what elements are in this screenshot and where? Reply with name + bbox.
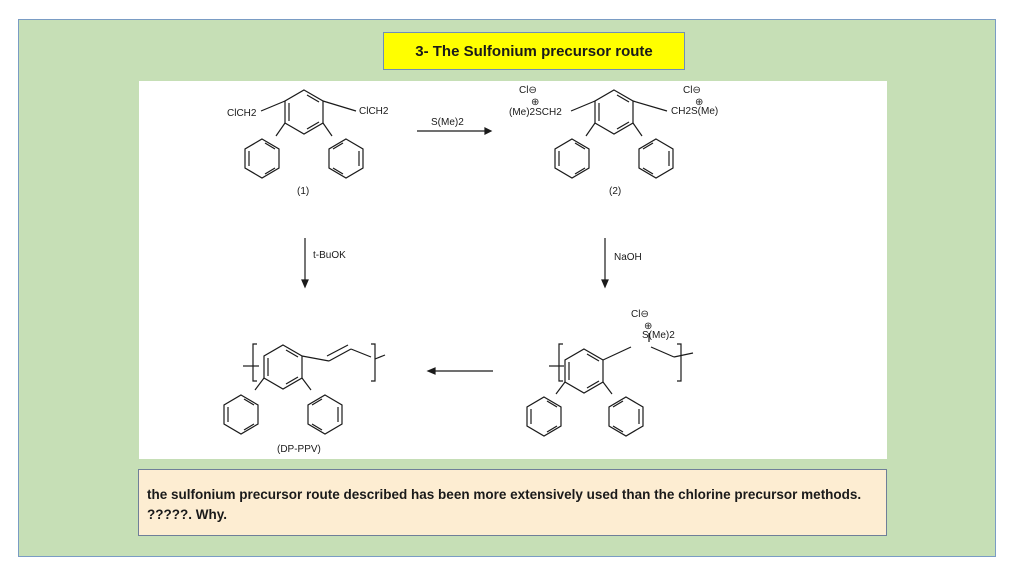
precursor-polymer-structure: [527, 333, 693, 436]
compound-1-structure: [245, 90, 363, 178]
compound-1-right-group: ClCH2: [359, 106, 389, 117]
question-note: the sulfonium precursor route described has been more extensively used than the chlorine precursor methods. ?????. Why.: [138, 469, 887, 536]
compound-2-structure: [555, 90, 673, 178]
compound-2-right-group: CH2S(Me): [671, 106, 719, 117]
compound-1-label: (1): [297, 186, 310, 197]
slide-title: 3- The Sulfonium precursor route: [383, 32, 685, 70]
precursor-counterion: Cl⊖: [631, 309, 649, 320]
compound-2-left-group: (Me)2SCH2: [509, 107, 562, 118]
precursor-sulfonium-group: S(Me)2: [642, 330, 675, 341]
compound-2-counterion-left: Cl⊖: [519, 85, 537, 96]
dp-ppv-structure: [224, 344, 385, 434]
compound-1-left-group: ClCH2: [227, 108, 257, 119]
precursor-charge: ⊕: [644, 321, 653, 332]
reagent-tbuok: t-BuOK: [313, 250, 346, 261]
compound-2-charge-left: ⊕: [531, 97, 540, 108]
reaction-scheme: [139, 81, 887, 459]
compound-2-label: (2): [609, 186, 622, 197]
compound-2-charge-right: ⊕: [695, 97, 704, 108]
reagent-smex2: S(Me)2: [431, 117, 464, 128]
product-label: (DP-PPV): [277, 444, 321, 455]
reagent-naoh: NaOH: [614, 252, 642, 263]
compound-2-counterion-right: Cl⊖: [683, 85, 701, 96]
